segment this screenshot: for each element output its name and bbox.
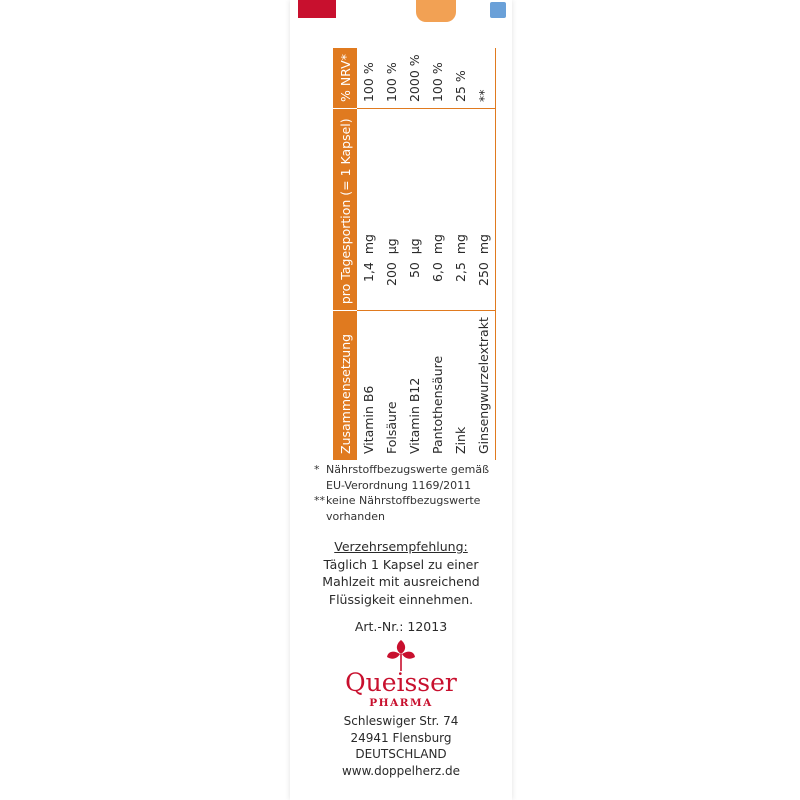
amount-unit: µg: [384, 238, 399, 255]
amount-value: 1,4: [361, 262, 376, 283]
usage-line: Mahlzeit mit ausreichend: [322, 574, 480, 589]
package-top-strip: [290, 0, 512, 26]
amount-unit: mg: [453, 234, 468, 255]
address-street: Schleswiger Str. 74: [343, 714, 459, 728]
queisser-leaf-logo-icon: [386, 638, 416, 672]
row-nrv: **: [472, 48, 496, 109]
table-row: [357, 48, 380, 460]
brand-name: Queisser: [345, 668, 457, 697]
row-name: Ginsengwurzelextrakt: [472, 311, 496, 460]
amount-unit: mg: [430, 234, 445, 255]
header-per-serving: pro Tagesportion (= 1 Kapsel): [333, 109, 357, 311]
usage-title: Verzehrsempfehlung:: [334, 539, 468, 554]
article-number: Art.-Nr.: 12013: [354, 619, 448, 634]
row-amount: [403, 109, 426, 311]
footnote: [314, 493, 496, 524]
table-row: [426, 48, 449, 460]
row-name: Folsäure: [380, 311, 403, 460]
footnotes: [314, 462, 496, 524]
row-nrv: 25 %: [453, 70, 468, 103]
usage-line: Täglich 1 Kapsel zu einer: [323, 556, 479, 572]
amount-value: 200: [384, 262, 399, 286]
row-nrv: 2000 %: [407, 54, 422, 103]
amount-value: 2,5: [453, 262, 468, 283]
package-side-panel: [290, 0, 512, 800]
table-row: [403, 48, 426, 460]
table-row: [380, 48, 403, 460]
nutrition-table-rotated: [333, 48, 491, 460]
blue-band: [490, 2, 506, 18]
usage-recommendation: [290, 538, 512, 636]
address-country: DEUTSCHLAND: [355, 747, 447, 761]
footnote-text: keine Nährstoffbezugswerte vorhanden: [326, 494, 481, 523]
website-link: www.doppelherz.de: [341, 763, 461, 778]
footnote-text: Nährstoffbezugswerte gemäß EU-Verordnung 1169/2011: [326, 463, 490, 492]
footnote-mark: **: [314, 494, 325, 507]
row-name: Vitamin B6: [357, 311, 380, 460]
table-header-row: [333, 48, 357, 460]
table-row: [449, 48, 472, 460]
row-amount: [426, 109, 449, 311]
row-name: Zink: [449, 311, 472, 460]
brand-red-band: [298, 0, 336, 18]
amount-unit: µg: [407, 238, 422, 255]
amount-value: 250: [476, 262, 491, 286]
manufacturer-address: [290, 713, 512, 779]
row-amount: [472, 109, 496, 311]
row-amount: [357, 109, 380, 311]
amount-value: 6,0: [430, 262, 445, 283]
address-city: 24941 Flensburg: [350, 730, 452, 745]
orange-band: [416, 0, 456, 22]
header-composition: Zusammensetzung: [333, 311, 357, 460]
brand-subtitle: PHARMA: [369, 697, 433, 709]
row-nrv: 100 %: [361, 62, 376, 103]
row-name: Pantothensäure: [426, 311, 449, 460]
footnote: [314, 462, 496, 493]
nutrition-table: [333, 48, 496, 460]
footnote-mark: *: [314, 463, 320, 476]
row-nrv: 100 %: [430, 62, 445, 103]
row-amount: [449, 109, 472, 311]
row-amount: [380, 109, 403, 311]
amount-unit: mg: [476, 234, 491, 255]
row-nrv: 100 %: [384, 62, 399, 103]
row-name: Vitamin B12: [403, 311, 426, 460]
amount-unit: mg: [361, 234, 376, 255]
table-row: [472, 48, 496, 460]
amount-value: 50: [407, 262, 422, 279]
header-nrv: % NRV*: [333, 48, 357, 109]
usage-line: Flüssigkeit einnehmen.: [328, 591, 474, 607]
